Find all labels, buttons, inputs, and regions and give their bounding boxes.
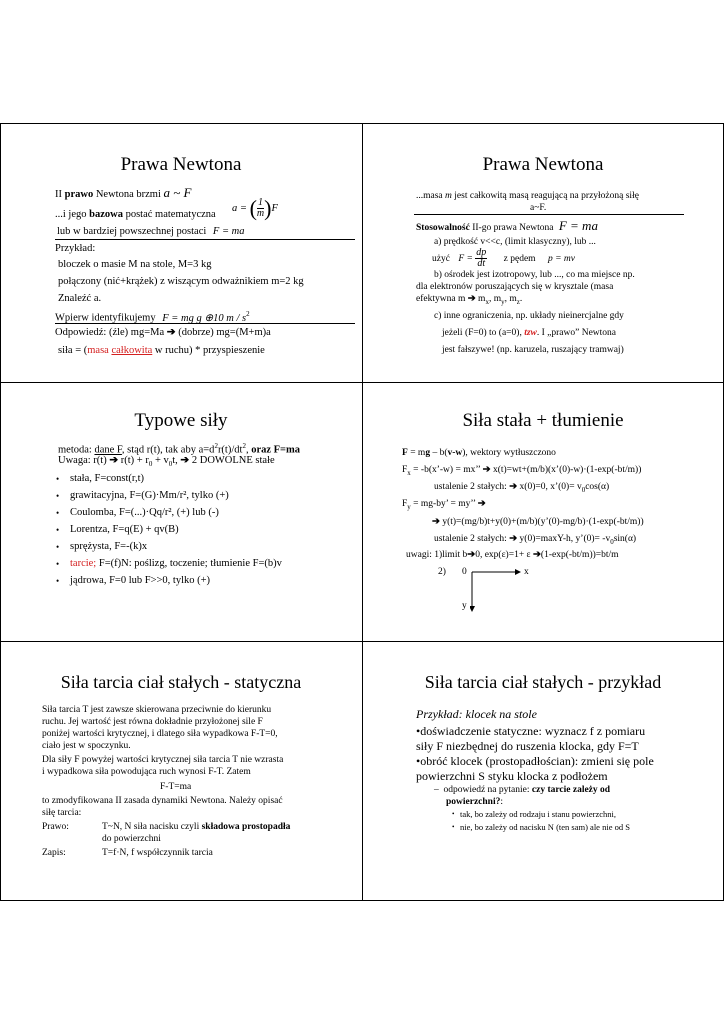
divider [55,323,355,324]
slide-prawa-newtona-1 [0,124,362,383]
slide-title: Typowe siły [134,410,228,431]
example-label: Przykład: [55,243,96,254]
list-item: Lorentza, F=q(E) + qv(B) [70,524,179,535]
text-line: a) prędkość v<<c, (limit klasyczny), lub ... [434,237,596,247]
list-item: Coulomba, F=(...)·Qq/r², (+) lub (-) [70,507,219,518]
y-axis-arrowhead-icon [470,606,475,612]
text-line: dla elektronów poruszających się w krysztale (masa [416,282,614,292]
slide-title: Siła stała + tłumienie [462,410,624,431]
slide-title: Siła tarcia ciał stałych - przykład [424,672,662,692]
text-line: ustalenie 2 stałych: ➔ y(0)=maxY-h, y’(0)= $-v_0\sin(\alpha)$ [434,534,637,546]
arrow-right-icon: ➔ [109,455,119,466]
formula-a-equals-f-over-m: a = ( $\frac{1}{m}$ )F [232,195,278,221]
law-label: Prawo: [42,822,69,832]
text-line: i wypadkowa siła powodująca ruch wynosi F-T. Zatem [42,767,251,777]
text-line: ➔ y(t)=(mg/b)t+y(0)+(m/b)(y’(0)-mg/b)·(1-exp(-bt/m)) [432,517,644,527]
list-item: grawitacyjna, F=(G)·Mm/r², tylko (+) [70,490,229,501]
bullet-icon: • [56,576,60,586]
divider [414,214,684,215]
text-line: lub w bardziej powszechnej postaci F = ma [57,226,245,237]
arrow-right-icon: ➔ [477,499,486,509]
bullet-icon: • [56,542,60,552]
slide-typowe-sily [0,383,362,642]
list-item: tarcie; F=(f)N: poślizg, toczenie; tłumienie F=(b)v [70,558,282,569]
text-line: efektywna m ➔ $m_x$, $m_y$, $m_z$. [416,294,523,306]
text-line: jeżeli (F=0) to (a=0), tzw. I „prawo” Newtona [442,328,617,338]
text-line: •obróć klocek (prostopadłościan): zmieni się pole [416,754,654,768]
slide-sila-tarcia-przyklad [362,642,724,901]
answer-item: tak, bo zależy od rodzaju i stanu powierzchni, [460,809,617,819]
text-line: siły F niezbędnej do ruszenia klocka, gdy F=T [416,739,639,753]
slide-sila-tarcia-statyczna [0,642,362,901]
method-line: metoda: dane F, stąd r(t), tak aby $a=d^2r(t)/dt^2$, oraz F=ma [58,442,301,456]
applicability-line: Stosowalność II-go prawa Newtona F = ma [416,218,598,233]
bullet-icon: • [56,508,60,518]
question-line-cont: powierzchni?: [446,797,503,807]
slide-title: Prawa Newtona [482,154,604,175]
arrow-right-icon: ➔ [166,327,176,338]
example-subtitle: Przykład: klocek na stole [416,707,537,721]
slide-prawa-newtona-2 [362,124,724,383]
axis-label-y: y [462,601,467,611]
note-text: T=f·N, f współczynnik tarcia [102,848,213,858]
text-line: to zmodyfikowana II zasada dynamiki Newtona. Należy opisać [42,796,283,806]
text-line: Siła tarcia T jest zawsze skierowana przeciwnie do kierunku [42,705,272,715]
bullet-icon: • [56,525,60,535]
text-line: ...masa m jest całkowitą masą reagującą na przyłożoną siłę [416,191,639,201]
divider [55,239,355,240]
text-line: jest fałszywe! (np. karuzela, ruszający tramwaj) [442,345,624,355]
text-line: siłę tarcia: [42,808,82,818]
bullet-icon: • [56,474,60,484]
law-text-cont: do powierzchni [102,834,161,844]
axes-sketch [470,566,530,614]
slide-sila-stala-tlumienie [362,383,724,642]
arrow-right-icon: ➔ [180,455,190,466]
arrow-right-icon: ➔ [509,482,518,492]
text-line: $F_x$ = -b(x’-w) = mx’’ ➔ x(t)=wt+(m/b)(x’(0)-w)·(1-exp(-bt/m)) [402,465,642,477]
equation: F-T=ma [160,782,192,792]
list-item: sprężysta, F=-(k)x [70,541,148,552]
text-line: II prawo Newtona brzmi a ~ F [55,185,192,200]
arrow-right-icon: ➔ [432,517,440,527]
bullet-icon: • [452,823,455,831]
text-line: $F_y = mg-by$’ = my’’ ➔ [402,499,486,511]
axis-label-x: x [524,567,529,577]
item-number: 2) [438,567,446,577]
text-line: c) inne ograniczenia, np. układy nieinercjalne gdy [434,311,624,321]
momentum-line: użyć F = $\frac{dp}{dt}$ z pędem p = mv [432,247,575,270]
warning-line: Uwaga: r(t) ➔ $r(t) + r_0 + v_0t$, ➔ 2 DOWOLNE stałe [58,455,275,469]
text-line: Dla siły F powyżej wartości krytycznej siła tarcia T nie wzrasta [42,755,284,765]
slide-title: Siła tarcia ciał stałych - statyczna [60,672,302,692]
text-line: ruchu. Jej wartość jest równa dokładnie przyłożonej sile F [42,717,263,727]
text-line: a~F. [530,203,547,213]
arrow-right-icon: ➔ [467,294,476,304]
text-line: ...i jego bazowa postać matematyczna [55,209,216,220]
note-label: Zapis: [42,848,66,858]
text-line: ciało jest w spoczynku. [42,741,131,751]
text-line: b) ośrodek jest izotropowy, lub ..., co ma miejsce np. [434,270,635,280]
text-line: uwagi: 1)limit b➔0, exp(ε)=1+ ε ➔(1-exp(-bt/m))=bt/m [406,550,619,560]
bullet-icon: • [56,559,60,569]
text-line: F = mg – b(v-w), wektory wytłuszczono [402,448,556,458]
slide-title: Prawa Newtona [120,154,242,175]
text-line: powierzchni S styku klocka z podłożem [416,769,608,783]
law-text: T~N, N siła nacisku czyli składowa prostopadła [102,822,291,832]
question-line: – odpowiedź na pytanie: czy tarcie zależy od [434,785,611,795]
bullet-icon: • [452,810,455,818]
list-item: stała, F=const(r,t) [70,473,145,484]
text-line: połączony (nić+krążek) z wiszącym odważnikiem m=2 kg [58,276,304,287]
text-line: poniżej wartości krytycznej, i dlatego siła wypadkowa F-T=0, [42,729,278,739]
arrow-right-icon: ➔ [467,550,476,560]
bullet-icon: • [56,491,60,501]
text-line: Znaleźć a. [58,293,102,304]
answer-line: Odpowiedź: (źle) mg=Ma ➔ (dobrze) mg=(M+m)a [55,327,271,338]
list-item: jądrowa, F=0 lub F>>0, tylko (+) [70,575,211,586]
arrow-right-icon: ➔ [509,534,518,544]
text-line: ustalenie 2 stałych: ➔ x(0)=0, x’(0)= $v_0\cos(\alpha)$ [434,482,610,494]
text-line: •doświadczenie statyczne: wyznacz f z pomiaru [416,724,646,738]
origin-label: 0 [462,567,467,577]
text-line: Wpierw identyfikujemy F = mg g ⊕10 m / $s^2$ [55,310,250,324]
force-line: siła = (masa całkowita w ruchu) * przyspieszenie [58,345,265,356]
arrow-right-icon: ➔ [482,465,491,475]
arrow-right-icon: ➔ [532,550,541,560]
text-line: bloczek o masie M na stole, M=3 kg [58,259,212,270]
answer-item: nie, bo zależy od nacisku N (ten sam) ale nie od S [460,822,630,832]
x-axis-arrowhead-icon [515,569,521,575]
